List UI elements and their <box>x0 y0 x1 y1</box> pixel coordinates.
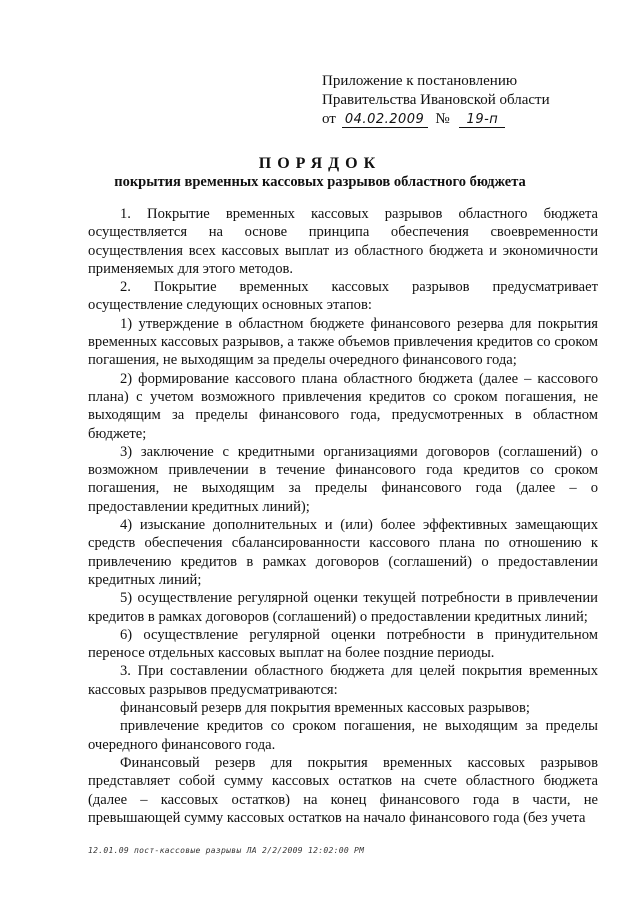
header-line-1: Приложение к постановлению <box>322 73 518 89</box>
paragraph: 1. Покрытие временных кассовых разрывов областного бюджета осуществляется на основе принципа обеспечения своевременности осуществления всех кассовых выплат из областного бюджета и экономичности применяемых для этого методов. <box>88 206 598 277</box>
paragraph: привлечение кредитов со сроком погашения, не выходящим за пределы очередного финансового года. <box>88 718 598 753</box>
paragraph: 1) утверждение в областном бюджете финансового резерва для покрытия временных кассовых разрывов, а также объемов привлечения кредитов со сроком погашения, не выходящим за пределы очередного финансового года; <box>88 315 598 369</box>
header-number-label: № <box>435 111 450 127</box>
paragraph: Финансовый резерв для покрытия временных кассовых разрывов представляет собой сумму кассовых остатков на счете областного бюджета (далее – кассовых остатков) на конец финансового года в части, не превышающей сумму кассовых остатков на начало финансового года (без учета <box>88 754 598 826</box>
paragraph: 3) заключение с кредитными организациями договоров (соглашений) о возможном привлечении в течение финансового года кредитов со сроком погашения, не выходящим за пределы финансового года (далее – о предоставлении кредитных линий); <box>88 443 598 515</box>
header-date-number-line <box>322 110 550 129</box>
document-title: ПОРЯДОК <box>258 155 382 172</box>
handwritten-date: 04.02.2009 <box>342 112 428 128</box>
header-line-2: Правительства Ивановской области <box>322 92 550 108</box>
file-footer: 12.01.09 пост-кассовые разрывы ЛА 2/2/2009 12:02:00 PM <box>88 846 365 855</box>
paragraph: 4) изыскание дополнительных и (или) более эффективных замещающих средств обеспечения сбалансированности кассового плана по отношению к привлечению кредитов в рамках договоров (соглашений) о предоставлении кредитных линий; <box>88 517 598 588</box>
paragraph: 2. Покрытие временных кассовых разрывов предусматривает осуществление следующих основных этапов: <box>88 279 598 314</box>
paragraph: 6) осуществление регулярной оценки потребности в принудительном переносе отдельных кассовых выплат на более поздние периоды. <box>88 626 598 662</box>
document-body <box>88 205 598 827</box>
header-from-label: от <box>322 111 336 127</box>
paragraph: финансовый резерв для покрытия временных кассовых разрывов; <box>120 700 530 717</box>
document-subtitle: покрытия временных кассовых разрывов областного бюджета <box>114 174 526 190</box>
paragraph: 5) осуществление регулярной оценки текущей потребности в привлечении кредитов в рамках договоров (соглашений) о предоставлении кредитных линий; <box>88 590 598 625</box>
approval-header <box>322 72 550 129</box>
handwritten-number: 19-п <box>459 112 505 128</box>
paragraph: 3. При составлении областного бюджета для целей покрытия временных кассовых разрывов предусматриваются: <box>88 663 598 698</box>
paragraph: 2) формирование кассового плана областного бюджета (далее – кассового плана) с учетом возможного привлечения кредитов со сроком погашения, не выходящим за пределы финансового года, предусмотренных в областном бюджете; <box>88 370 598 442</box>
